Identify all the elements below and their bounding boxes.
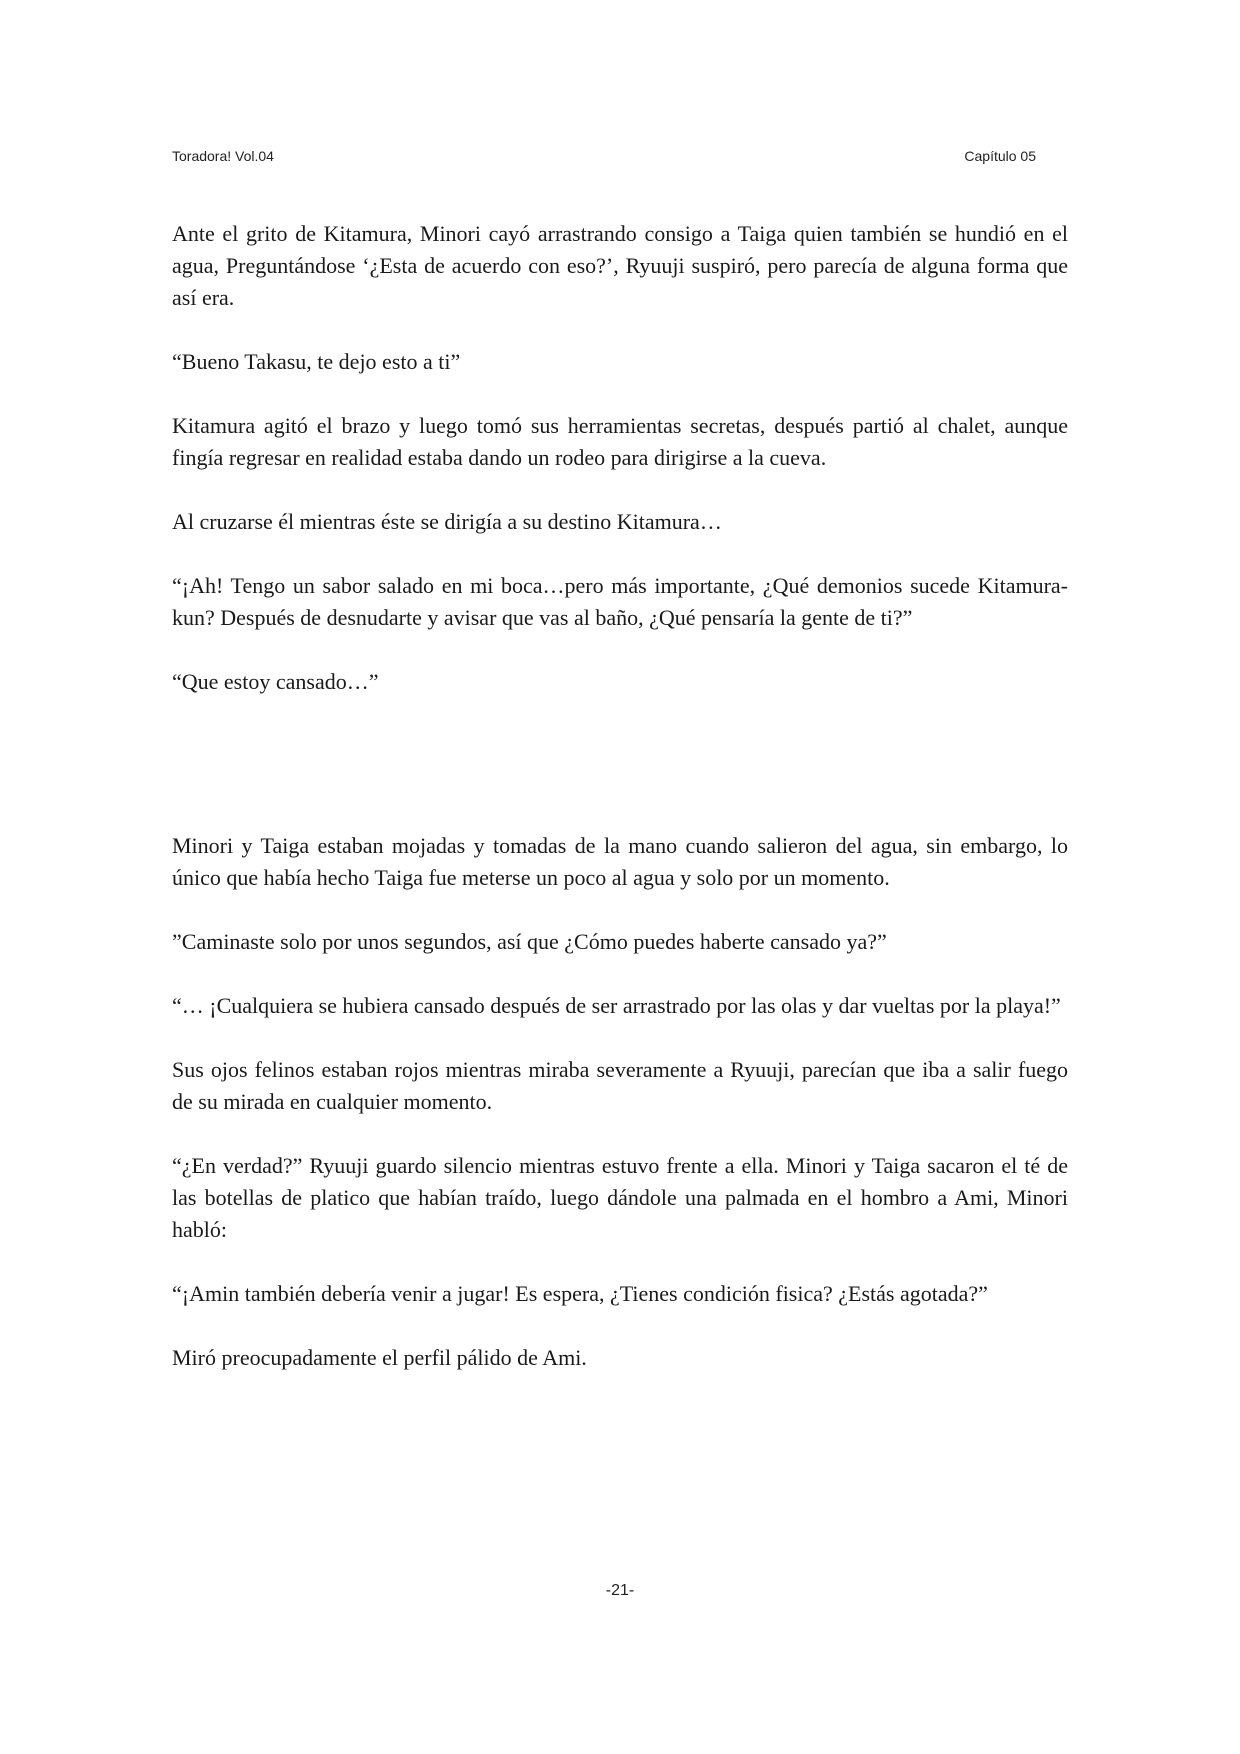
paragraph: “¿En verdad?” Ryuuji guardo silencio mientras estuvo frente a ella. Minori y Taiga sacaron el té de las botellas de platico que habían traído, luego dándole una palmada en el hombro a Ami, Minori habló:: [172, 1153, 1068, 1242]
paragraph: ”Caminaste solo por unos segundos, así que ¿Cómo puedes haberte cansado ya?”: [172, 929, 887, 954]
header-book-title: Toradora! Vol.04: [172, 148, 274, 164]
paragraph: Sus ojos felinos estaban rojos mientras miraba severamente a Ryuuji, parecían que iba a salir fuego de su mirada en cualquier momento.: [172, 1057, 1068, 1114]
paragraph: “… ¡Cualquiera se hubiera cansado después de ser arrastrado por las olas y dar vueltas por la playa!”: [172, 993, 1061, 1018]
paragraph: Ante el grito de Kitamura, Minori cayó arrastrando consigo a Taiga quien también se hundió en el agua, Preguntándose ‘¿Esta de acuerdo con eso?’, Ryuuji suspiró, pero parecía de alguna forma que así era.: [172, 221, 1068, 310]
paragraph: “¡Ah! Tengo un sabor salado en mi boca…pero más importante, ¿Qué demonios sucede Kitamura-kun? Después de desnudarte y avisar que vas al baño, ¿Qué pensaría la gente de ti?”: [172, 573, 1068, 630]
paragraph: “¡Amin también debería venir a jugar! Es espera, ¿Tienes condición fisica? ¿Estás agotada?”: [172, 1281, 988, 1306]
paragraph: Minori y Taiga estaban mojadas y tomadas de la mano cuando salieron del agua, sin embargo, lo único que había hecho Taiga fue meterse un poco al agua y solo por un momento.: [172, 833, 1068, 890]
paragraph: Kitamura agitó el brazo y luego tomó sus herramientas secretas, después partió al chalet, aunque fingía regresar en realidad estaba dando un rodeo para dirigirse a la cueva.: [172, 413, 1068, 470]
header-chapter: Capítulo 05: [964, 148, 1036, 164]
paragraph: “Bueno Takasu, te dejo esto a ti”: [172, 349, 461, 374]
page-number: -21-: [605, 1582, 635, 1599]
paragraph: Miró preocupadamente el perfil pálido de Ami.: [172, 1345, 587, 1370]
paragraph: “Que estoy cansado…”: [172, 669, 379, 694]
page-body: [172, 218, 1068, 1406]
paragraph: Al cruzarse él mientras éste se dirigía a su destino Kitamura…: [172, 509, 722, 534]
